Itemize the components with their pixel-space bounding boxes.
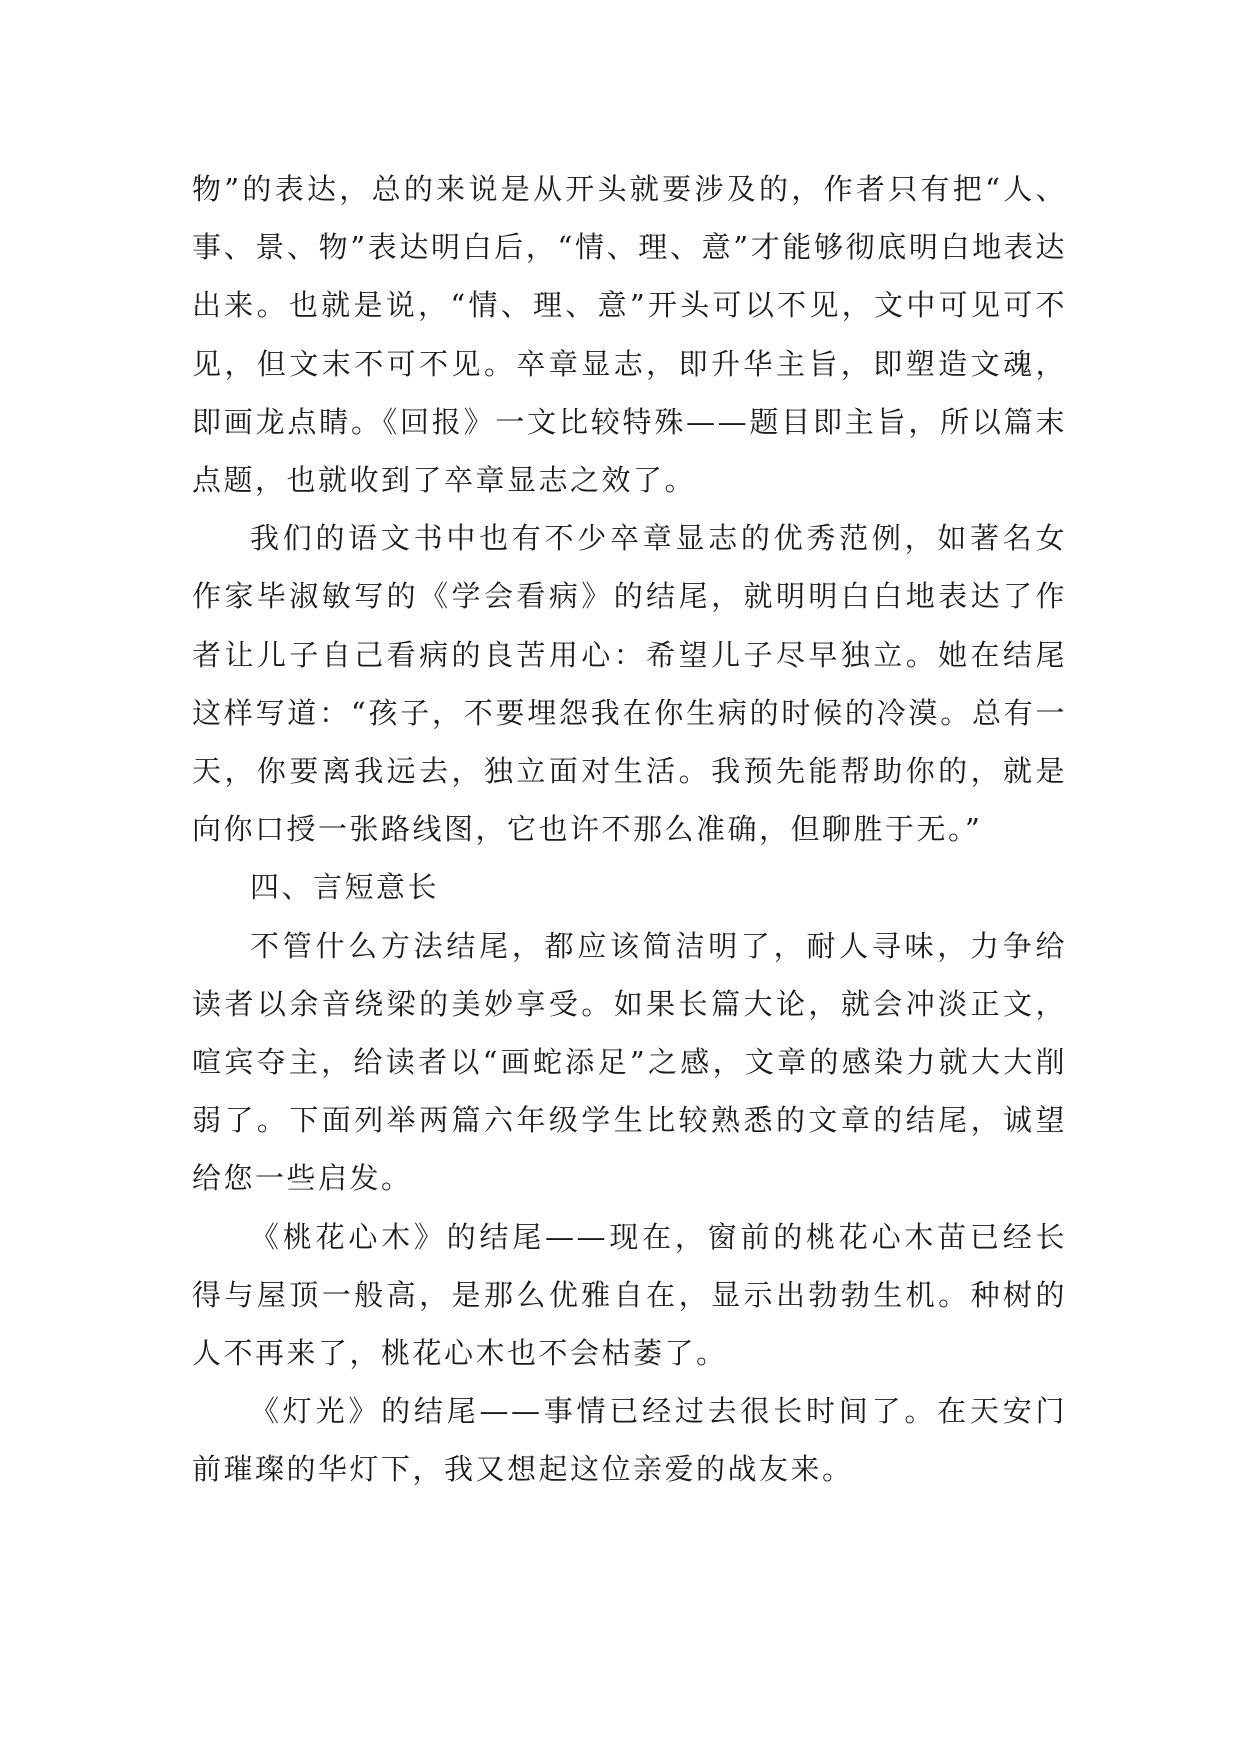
section-heading: 四、言短意长 [250,870,440,905]
paragraph-textbook-example: 我们的语文书中也有不少卒章显志的优秀范例，如著名女作家毕淑敏写的《学会看病》的结尾，就明明白白地表达了作者让儿子自己看病的良苦用心：希望儿子尽早独立。她在结尾这样写道：“孩子，不要埋怨我在你生病的时候的冷漠。总有一天，你要离我远去，独立面对生活。我预先能帮助你的，就是向你口授一张路线图，它也许不那么准确，但聊胜于无。” [192,521,1067,847]
paragraph-example-peach-tree: 《桃花心木》的结尾——现在，窗前的桃花心木苗已经长得与屋顶一般高，是那么优雅自在，显示出勃勃生机。种树的人不再来了，桃花心木也不会枯萎了。 [192,1219,1067,1371]
document-page [192,160,1067,1499]
paragraph-concise-ending: 不管什么方法结尾，都应该简洁明了，耐人寻味，力争给读者以余音绕梁的美妙享受。如果长篇大论，就会冲淡正文，喧宾夺主，给读者以“画蛇添足”之感，文章的感染力就大大削弱了。下面列举两篇六年级学生比较熟悉的文章的结尾，诚望给您一些启发。 [192,928,1067,1196]
paragraph-continuation: 物”的表达，总的来说是从开头就要涉及的，作者只有把“人、事、景、物”表达明白后，“情、理、意”才能够彻底明白地表达出来。也就是说，“情、理、意”开头可以不见，文中可见可不见，但文末不可不见。卒章显志，即升华主旨，即塑造文魂，即画龙点睛。《回报》一文比较特殊——题目即主旨，所以篇末点题，也就收到了卒章显志之效了。 [192,172,1067,498]
paragraph-example-lamp: 《灯光》的结尾——事情已经过去很长时间了。在天安门前璀璨的华灯下，我又想起这位亲爱的战友来。 [192,1394,1067,1487]
